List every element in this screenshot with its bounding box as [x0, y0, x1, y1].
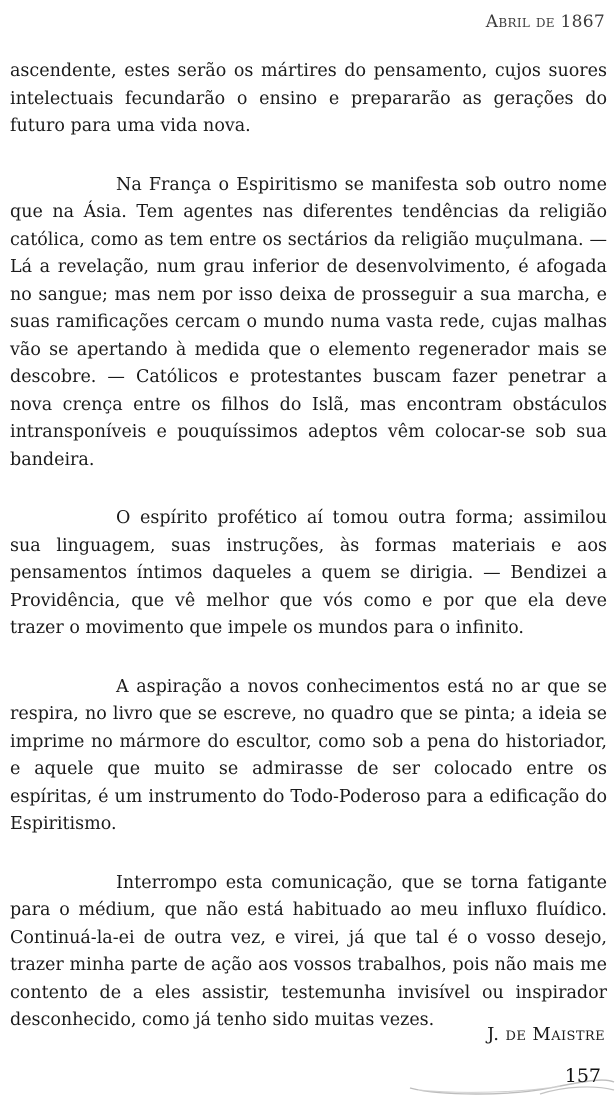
paragraph-5: Interrompo esta comunicação, que se torna fatigante para o médium, que não está habituado ao meu influxo fluídico. Continuá-la-ei de outra vez, e virei, já que tal é o vosso desejo, trazer minha parte de ação aos vossos trabalhos, pois não mais me contento de a eles assistir, testemunha invisível ou inspirador desconhecido, como já tenho sido muitas vezes. — [10, 872, 607, 1030]
paragraph-2: Na França o Espiritismo se manifesta sob outro nome que na Ásia. Tem agentes nas diferentes tendências da religião católica, como as tem entre os sectários da religião muçulmana. — Lá a revelação, num grau inferior de desenvolvimento, é afogada no sangue; mas nem por isso deixa de prosseguir a sua marcha, e suas ramificações cercam o mundo numa vasta rede, cujas malhas vão se apertando à medida que o elemento regenerador mais se descobre. — Católicos e protestantes buscam fazer penetrar a nova crença entre os filhos do Islã, mas encontram obstáculos intransponíveis e pouquíssimos adeptos vêm colocar-se sob sua bandeira. — [10, 174, 607, 470]
paragraph-1: ascendente, estes serão os mártires do pensamento, cujos suores intelectuais fecundarão o ensino e prepararão as gerações do futuro para uma vida nova. — [10, 61, 607, 136]
paragraph-4: A aspiração a novos conhecimentos está no ar que se respira, no livro que se escreve, no quadro que se pinta; a ideia se imprime no mármore do escultor, como sob a pena do historiador, e aquele que muito se admirasse de ser colocado entre os espíritas, é um instrumento do Todo-Poderoso para a edificação do Espiritismo. — [10, 676, 607, 834]
paragraph-3: O espírito profético aí tomou outra forma; assimilou sua linguagem, suas instruções, às formas materiais e aos pensamentos íntimos daqueles a quem se dirigia. — Bendizei a Providência, que vê melhor que vós como e por que ela deve trazer o movimento que impele os mundos para o infinito. — [10, 508, 607, 638]
page-body — [10, 58, 607, 1066]
running-header: Abril de 1867 — [485, 12, 605, 32]
signature: J. de Maistre — [487, 1024, 605, 1045]
page-number: 157 — [564, 1065, 601, 1087]
